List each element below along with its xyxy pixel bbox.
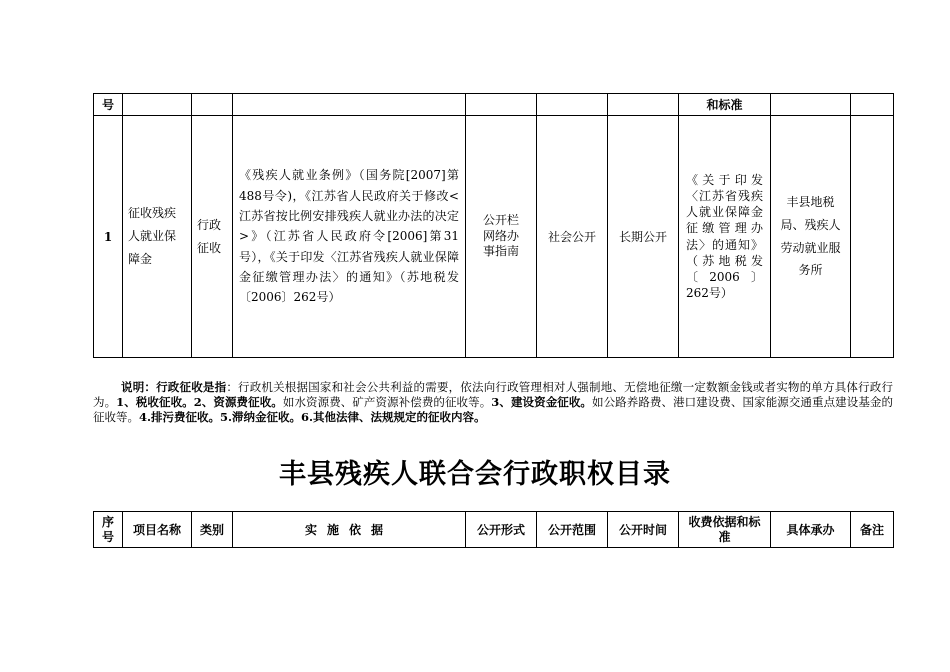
header-row bbox=[94, 512, 894, 548]
header-item-name: 项目名称 bbox=[123, 512, 192, 548]
item-name: 征收残疾人就业保障金 bbox=[123, 116, 192, 358]
item-category: 行政征收 bbox=[192, 116, 233, 358]
note-item-1: 1、税收征收。 bbox=[116, 395, 194, 409]
disclosure-scope: 社会公开 bbox=[537, 116, 608, 358]
header-remark: 备注 bbox=[851, 512, 894, 548]
note-item-3: 3、建设资金征收。 bbox=[491, 395, 593, 409]
header-basis: 实施依据 bbox=[233, 512, 466, 548]
header-num-fragment: 号 bbox=[94, 94, 123, 116]
header-fee-fragment: 和标准 bbox=[679, 94, 771, 116]
header-form: 公开形式 bbox=[466, 512, 537, 548]
legal-basis: 《残疾人就业条例》（国务院[2007]第488号令)，《江苏省人民政府关于修改<江苏省按比例安排残疾人就业办法的决定>》（江苏省人民政府令[2006]第31号），《关于印发〈江苏省残疾人就业保障金征缴管理办法〉的通知》（苏地税发〔2006〕262号） bbox=[233, 116, 466, 358]
table-row bbox=[94, 116, 894, 358]
authority-table-header bbox=[93, 511, 894, 548]
row-number: 1 bbox=[94, 116, 123, 358]
page-title: 丰县残疾人联合会行政职权目录 bbox=[279, 459, 671, 490]
note-lead: 说明： bbox=[121, 380, 157, 394]
header-time: 公开时间 bbox=[608, 512, 679, 548]
note-item-6: 6.其他法律、法规规定的征收内容。 bbox=[301, 410, 486, 424]
header-row-fragment bbox=[94, 94, 894, 116]
note-item-3-text: 如公路养路费、港口建设费、国家能源交通重点建设基金的征收等。 bbox=[93, 395, 893, 424]
note-definition: ：行政机关根据国家和社会公共利益的需要，依法向行政管理相对人强制地、无偿地征缴一定数额金钱或者实物的单方具体行政行为。 bbox=[93, 380, 894, 409]
authority-table-continued bbox=[93, 93, 894, 358]
header-fee: 收费依据和标准 bbox=[679, 512, 771, 548]
disclosure-time: 长期公开 bbox=[608, 116, 679, 358]
header-scope: 公开范围 bbox=[537, 512, 608, 548]
header-category: 类别 bbox=[192, 512, 233, 548]
undertaker: 丰县地税局、残疾人劳动就业服务所 bbox=[771, 116, 851, 358]
explanation-note bbox=[93, 380, 893, 425]
remark bbox=[851, 116, 894, 358]
fee-basis: 《关于印发〈江苏省残疾人就业保障金征缴管理办法〉的通知》（苏地税发〔2006〕262号） bbox=[679, 116, 771, 358]
note-item-5: 5.滞纳金征收。 bbox=[220, 410, 302, 424]
note-item-2-text: 如水资源费、矿产资源补偿费的征收等。 bbox=[282, 395, 492, 409]
note-term: 行政征收是指 bbox=[156, 380, 227, 394]
header-seq: 序号 bbox=[94, 512, 123, 548]
note-item-4: 4.排污费征收。 bbox=[139, 410, 221, 424]
note-item-2: 2、资源费征收。 bbox=[193, 395, 283, 409]
header-undertaker: 具体承办 bbox=[771, 512, 851, 548]
disclosure-form: 公开栏网络办事指南 bbox=[466, 116, 537, 358]
